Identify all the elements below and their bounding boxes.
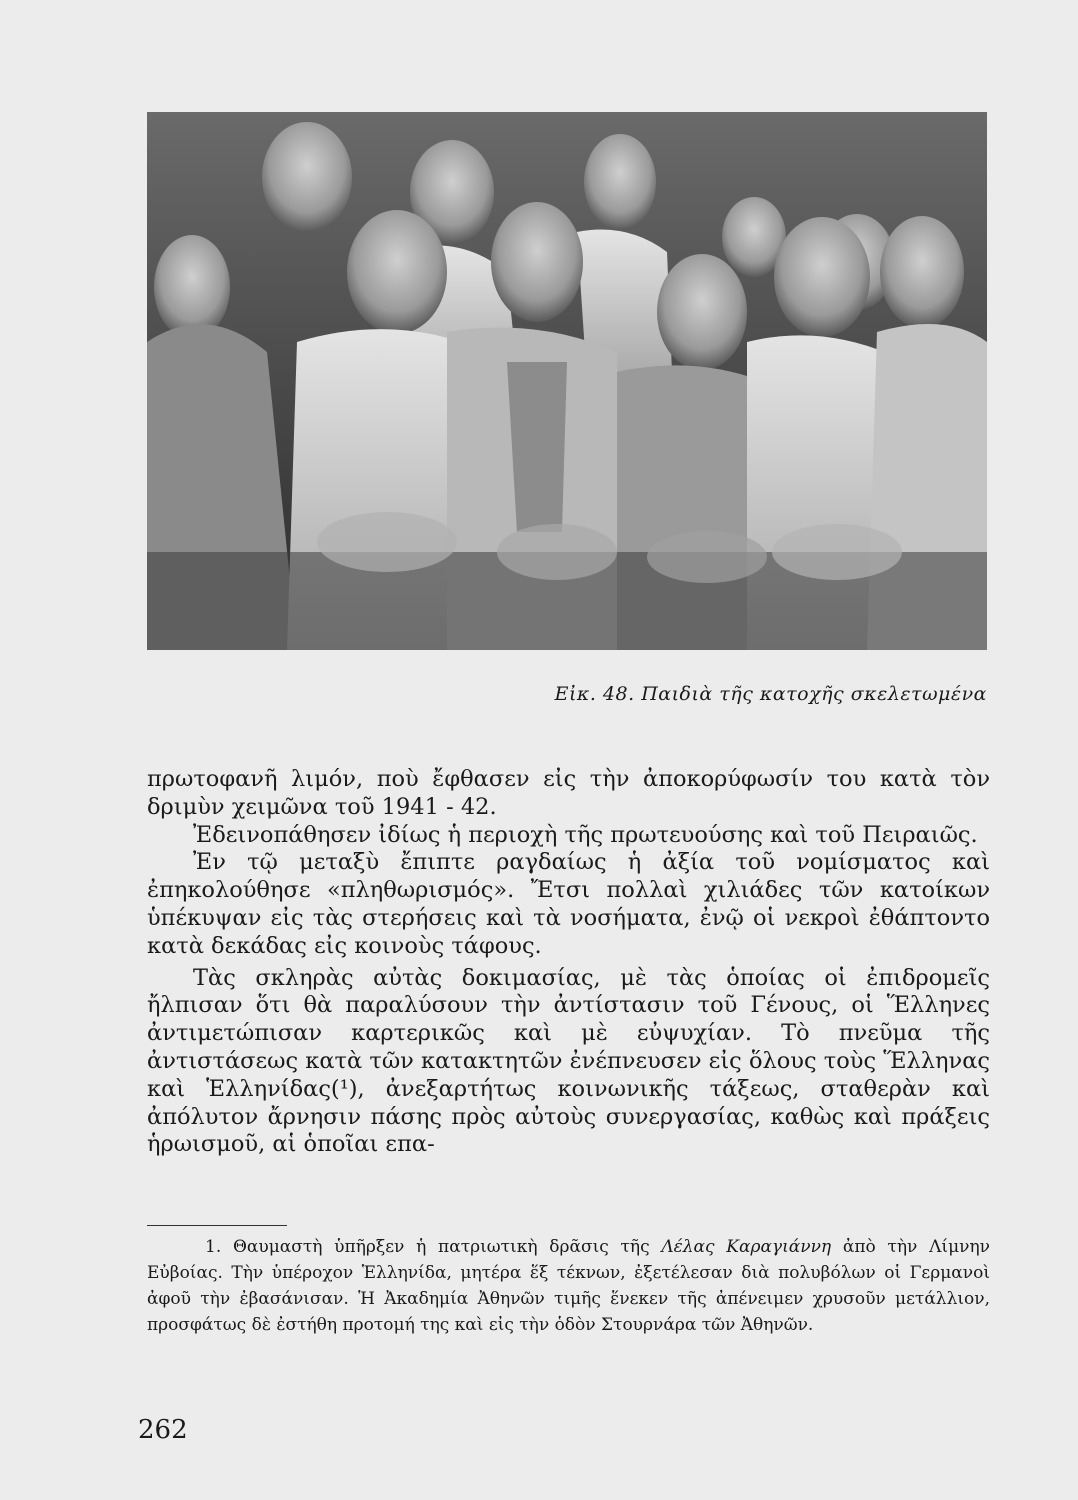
paragraph: Ἐν τῷ μεταξὺ ἔπιπτε ραγδαίως ἡ ἀξία τοῦ νομίσματος καὶ ἐπηκολούθησε «πληθωρισμός». Ἔτσι πολλαὶ χιλιάδες τῶν κατοίκων ὑπέκυψαν εἰς τὰς στερήσεις καὶ τὰ νοσήματα, ἐνῷ οἱ νεκροὶ ἐθάπτοντο κατὰ δεκάδας εἰς κοινοὺς τάφους. [147,849,990,959]
photograph-image [147,112,987,650]
photograph [147,112,987,650]
paragraph-continuation: πρωτοφανῆ λιμόν, ποὺ ἔφθασεν εἰς τὴν ἀποκορύφωσίν του κατὰ τὸν δριμὺν χειμῶνα τοῦ 1941 - 42. [147,766,990,820]
footnote-text: ἀπὸ τὴν Λίμνην Εὐβοίας. Τὴν ὑπέροχον Ἑλληνίδα, μητέρα ἕξ τέκνων, ἐξετέλεσαν διὰ πολυβόλων οἱ Γερμανοὶ ἀφοῦ τὴν ἐβασάνισαν. Ἡ Ἀκαδημία Ἀθηνῶν τιμῆς ἕνεκεν τῆς ἀπένειμεν χρυσοῦν μετάλλιον, προσφάτως δὲ ἐστήθη προτομή της καὶ εἰς τὴν ὁδὸν Στουρνάρα τῶν Ἀθηνῶν. [147,1237,990,1335]
footnote [147,1234,990,1338]
figure-caption: Εἰκ. 48. Παιδιὰ τῆς κατοχῆς σκελετωμένα [554,683,987,705]
page-number: 262 [138,1415,188,1445]
footnote-name: Λέλας Καραγιάννη [661,1237,832,1257]
paragraph: Ἐδεινοπάθησεν ἰδίως ἡ περιοχὴ τῆς πρωτευούσης καὶ τοῦ Πειραιῶς. [193,821,978,848]
footnote-text: 1. Θαυμαστὴ ὑπῆρξεν ἡ πατριωτικὴ δρᾶσις τῆς [205,1237,662,1257]
footnote-divider [147,1225,287,1226]
paragraph: Τὰς σκληρὰς αὐτὰς δοκιμασίας, μὲ τὰς ὁποίας οἱ ἐπιδρομεῖς ἤλπισαν ὅτι θὰ παραλύσουν τὴν ἀντίστασιν τοῦ Γένους, οἱ Ἕλληνες ἀντιμετώπισαν καρτερικῶς καὶ μὲ εὐψυχίαν. Τὸ πνεῦμα τῆς ἀντιστάσεως κατὰ τῶν κατακτητῶν ἐνέπνευσεν εἰς ὅλους τοὺς Ἕλληνας καὶ Ἑλληνίδας(¹), ἀνεξαρτήτως κοινωνικῆς τάξεως, σταθερὰν καὶ ἀπόλυτον ἄρνησιν πάσης πρὸς αὐτοὺς συνεργασίας, καθὼς καὶ πράξεις ἡρωισμοῦ, αἱ ὁποῖαι επα- [147,964,990,1158]
body-text [147,766,990,1159]
